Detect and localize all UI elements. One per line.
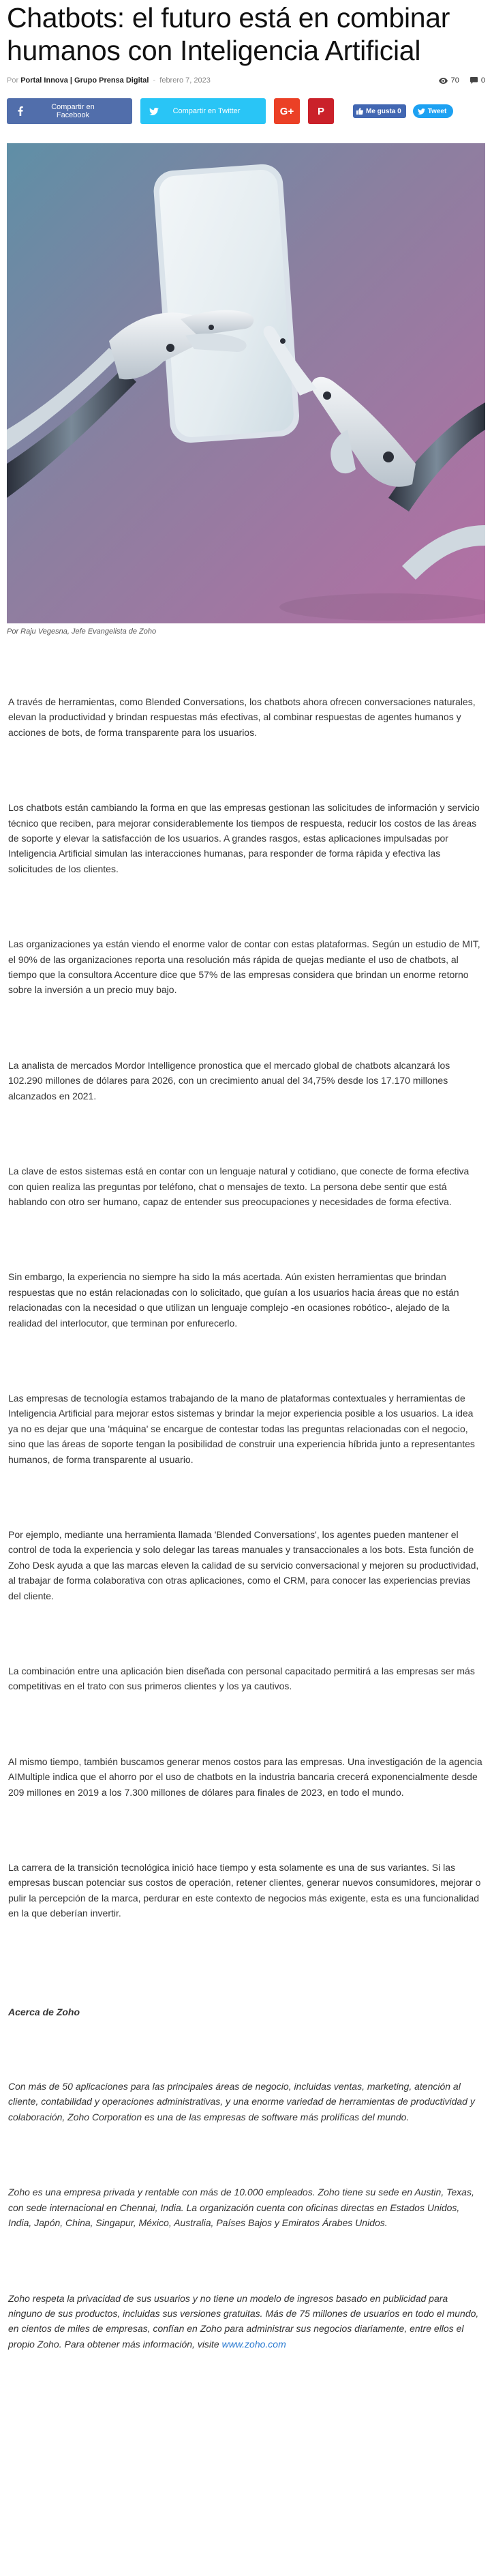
article-paragraph: Las organizaciones ya están viendo el enorme valor de contar con estas plataformas. Según un estudio de MIT, el 90% de las organizaciones reporta una resolución más rápida de quejas mediante el uso de chatbots, al tiempo que la consultora Accenture dice que 57% de las empresas considera que brindan un enorme retorno sobre la inversión a un precio muy bajo.	[8, 938, 480, 996]
article-title: Chatbots: el futuro está en combinar humanos con Inteligencia Artificial	[7, 2, 450, 66]
thumbs-up-icon	[356, 108, 363, 115]
author-link[interactable]: Portal Innova | Grupo Prensa Digital	[20, 76, 149, 85]
comments-stat[interactable]	[470, 76, 485, 85]
article-paragraph: Los chatbots están cambiando la forma en que las empresas gestionan las solicitudes de información y servicio técnico que reciben, para mejorar considerablemente los tiempos de respuesta, reducir los costos de las áreas de soporte y elevar la satisfacción de los usuarios. A grandes rasgos, estas aplicaciones impulsadas por Inteligencia Artificial simulan las interacciones humanas, para responder de forma rápida y efectiva las solicitudes de los clientes.	[8, 802, 480, 874]
like-label: Me gusta 0	[366, 107, 401, 115]
about-last-text: Zoho respeta la privacidad de sus usuarios y no tiene un modelo de ingresos basado en publicidad para ninguno de sus productos, incluidas sus versiones gratuitas. Más de 75 millones de usuarios en todo el mundo, en cientos de miles de empresas, confían en Zoho para administrar sus negocios diariamente, entre ellos el propio Zoho. Para obtener más información, visite	[8, 2292, 479, 2350]
twitter-bird-small-icon	[418, 108, 425, 115]
facebook-icon	[7, 106, 34, 116]
facebook-like-button[interactable]	[353, 104, 406, 118]
views-stat	[439, 76, 459, 85]
pinterest-icon: P	[317, 105, 324, 117]
tweet-label: Tweet	[427, 107, 447, 115]
eye-icon	[439, 78, 448, 84]
about-heading: Acerca de Zoho	[8, 2006, 80, 2017]
robot-hands-phone-illustration	[7, 143, 485, 623]
by-label: Por	[7, 76, 19, 85]
twitter-bird-icon	[140, 108, 168, 115]
about-last-paragraph	[8, 2291, 484, 2352]
meta-separator: -	[153, 76, 156, 85]
share-pinterest-button[interactable]	[308, 98, 334, 124]
share-bar	[7, 98, 485, 124]
share-facebook-button[interactable]	[7, 98, 132, 124]
article-paragraph: Sin embargo, la experiencia no siempre ha sido la más acertada. Aún existen herramientas que brindan respuestas que no están relacionadas con lo solicitado, que guían a los usuarios hacia áreas que no están relacionadas con la necesidad o que utilizan un lenguaje complejo -en ocasiones robótico-, alejado de la realidad del interlocutor, que terminan por enfurecerlo.	[8, 1271, 459, 1329]
article-body	[7, 694, 485, 2352]
views-count: 70	[450, 76, 459, 85]
article-paragraph: La combinación entre una aplicación bien diseñada con personal capacitado permitirá a las empresas ser más competitivas en el trato con sus primeros clientes y los ya cautivos.	[8, 1665, 475, 1692]
googleplus-icon: G+	[279, 105, 294, 117]
article-paragraph: Las empresas de tecnología estamos trabajando de la mano de plataformas contextuales y herramientas de Inteligencia Artificial para mejorar estos sistemas y brindar la mejor experiencia posible a los usuarios. La idea ya no es dejar que una 'máquina' se encargue de contestar todas las preguntas relacionadas con el negocio, sino que las áreas de soporte tengan la posibilidad de construir una experiencia híbrida junto a representantes humanos, de forma transparente al usuario.	[8, 1392, 475, 1465]
tweet-button[interactable]	[413, 104, 454, 118]
publish-date: febrero 7, 2023	[159, 76, 211, 85]
article-stats	[439, 76, 485, 85]
image-caption: Por Raju Vegesna, Jefe Evangelista de Zoho	[7, 627, 157, 636]
share-googleplus-button[interactable]	[274, 98, 300, 124]
article-paragraph: La carrera de la transición tecnológica inició hace tiempo y esta solamente es una de sus variantes. Si las empresas buscan potenciar sus costos de operación, retener clientes, generar nuevos consumidores, mejorar o pulir la percepción de la marca, perdurar en este contexto de negocios más exigente, esta es una funcionalidad en la que deberían invertir.	[8, 1862, 481, 1919]
comments-count: 0	[480, 76, 485, 85]
byline	[7, 76, 211, 85]
article-paragraph: A través de herramientas, como Blended Conversations, los chatbots ahora ofrecen conversaciones naturales, elevan la productividad y brindan respuestas más efectivas, al combinar respuestas de agentes humanos y acciones de bots, de forma transparente para los usuarios.	[8, 696, 476, 738]
about-paragraph: Zoho es una empresa privada y rentable con más de 10.000 empleados. Zoho tiene su sede en Austin, Texas, con sede internacional en Chennai, India. La organización cuenta con oficinas directas en Estados Unidos, India, Japón, China, Singapur, México, Australia, Países Bajos y Emiratos Árabes Unidos.	[8, 2187, 474, 2229]
article-paragraph: La clave de estos sistemas está en contar con un lenguaje natural y cotidiano, que conecte de forma efectiva con quien realiza las preguntas por teléfono, chat o mensajes de texto. La persona debe sentir que está hablando con otro ser humano, capaz de entender sus preocupaciones y necesidades de forma efectiva.	[8, 1166, 470, 1207]
share-twitter-label: Compartir en Twitter	[172, 107, 241, 115]
article-paragraph: Por ejemplo, mediante una herramienta llamada 'Blended Conversations', los agentes pueden mantener el control de toda la experiencia y solo delegar las tareas manuales y transaccionales a los bots. Esta función de Zoho Desk ayuda a que las marcas eleven la calidad de su servicio conversacional y mejoren su productividad, al trabajar de forma colaborativa con otras aplicaciones, como el CRM, para conocer las experiencias previas del cliente.	[8, 1528, 479, 1601]
article-paragraph: Al mismo tiempo, también buscamos generar menos costos para las empresas. Una investigación de la agencia AIMultiple indica que el ahorro por el uso de chatbots en la industria bancaria crecerá exponencialmente desde 209 millones en 2019 a los 7.300 millones de dólares para finales de 2023, en todo el mundo.	[8, 1756, 482, 1798]
featured-image	[7, 143, 485, 623]
zoho-website-link[interactable]: www.zoho.com	[221, 2338, 286, 2350]
article-meta	[7, 75, 485, 86]
share-twitter-button[interactable]	[140, 98, 266, 124]
comment-icon	[470, 77, 478, 84]
share-facebook-label: Compartir en Facebook	[51, 103, 95, 119]
about-paragraph: Con más de 50 aplicaciones para las principales áreas de negocio, incluidas ventas, marketing, atención al cliente, contabilidad y operaciones administrativas, y una enorme variedad de herramientas de productividad y colaboración, Zoho Corporation es una de las empresas de software más prolíficas del mundo.	[8, 2081, 475, 2122]
article-paragraph: La analista de mercados Mordor Intelligence pronostica que el mercado global de chatbots alcanzará los 102.290 millones de dólares para 2026, con un crecimiento anual del 34,75% desde los 17.170 millones alcanzados en 2021.	[8, 1059, 450, 1101]
